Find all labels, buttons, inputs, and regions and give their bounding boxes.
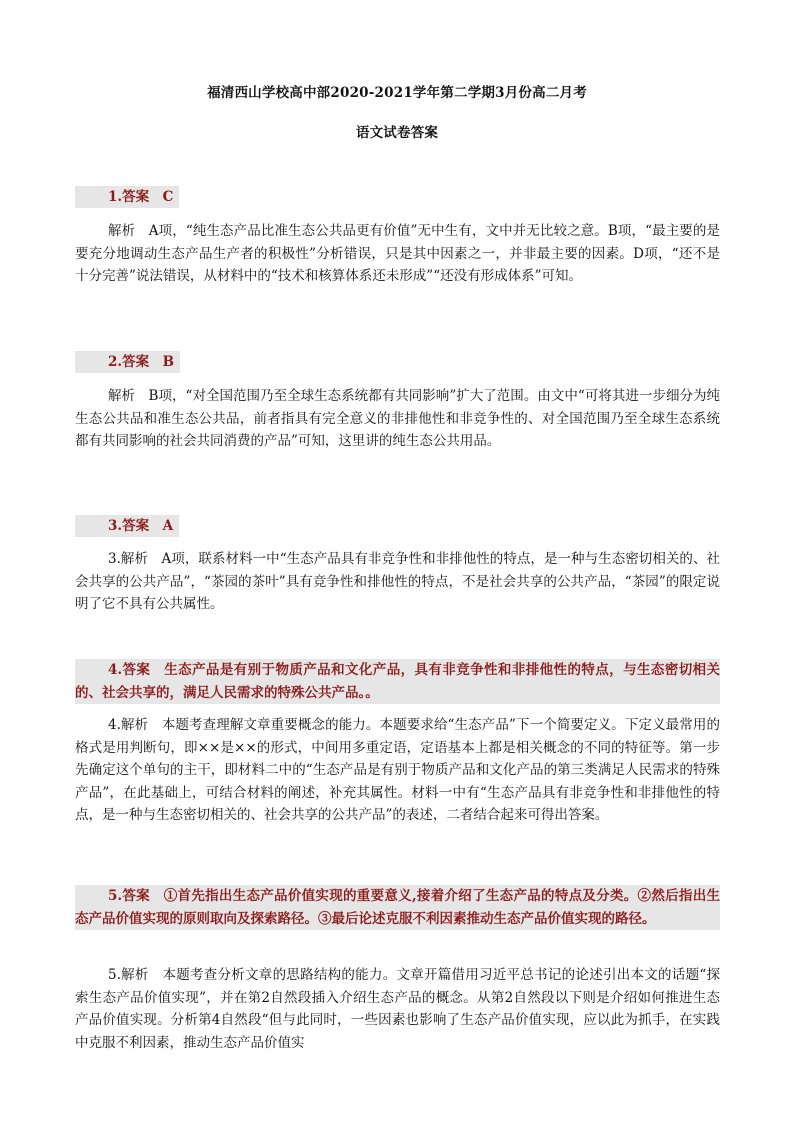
answer-item-2	[75, 351, 720, 373]
answer-item-4	[75, 659, 720, 704]
answer-heading: 1.答案 C	[75, 186, 179, 208]
analysis-item-5	[75, 964, 720, 1054]
analysis-item-3	[75, 548, 720, 616]
analysis-item-4	[75, 714, 720, 827]
analysis-text: 解析 A项，“纯生态产品比准生态公共品更有价值”无中生有，文中并无比较之意。B项，“最主要的是要充分地调动生态产品生产者的积极性”分析错误，只是其中因素之一，并非最主要的因素。D项，“还不是十分完善”说法错误，从材料中的“技术和核算体系还未形成”“还没有形成体系”可知。	[75, 223, 720, 285]
document-subtitle: 语文试卷答案	[355, 125, 439, 141]
analysis-text: 5.解析 本题考查分析文章的思路结构的能力。文章开篇借用习近平总书记的论述引出本文的话题“探索生态产品价值实现”，并在第2自然段插入介绍生态产品的概念。从第2自然段以下则是介绍如何推进生态产品价值实现。分析第4自然段“但与此同时，一些因素也影响了生态产品价值实现，应以此为抓手，在实践中克服不利因素，推动生态产品价值实	[75, 967, 720, 1051]
analysis-text: 4.解析 本题考查理解文章重要概念的能力。本题要求给“生态产品”下一个简要定义。下定义最常用的格式是用判断句，即××是××的形式，中间用多重定语，定语基本上都是相关概念的不同的特征等。第一步先确定这个单句的主干，即材料二中的“生态产品是有别于物质产品和文化产品的第三类满足人民需求的特殊产品”，在此基础上，可结合材料的阐述，补充其属性。材料一中有“生态产品具有非竞争性和非排他性的特点，是一种与生态密切相关的、社会共享的公共产品”的表述，二者结合起来可得出答案。	[75, 717, 720, 824]
answer-heading: 4.答案 生态产品是有别于物质产品和文化产品，具有非竞争性和非排他性的特点，与生态密切相关的、社会共享的，满足人民需求的特殊公共产品。。	[75, 659, 720, 704]
analysis-item-1	[75, 220, 720, 288]
answer-heading: 3.答案 A	[75, 515, 179, 537]
analysis-text: 解析 B项，“对全国范围乃至全球生态系统都有共同影响”扩大了范围。由文中“可将其进一步细分为纯生态公共品和准生态公共品，前者指具有完全意义的非排他性和非竞争性的、对全国范围乃至全球生态系统都有共同影响的社会共同消费的产品”可知，这里讲的纯生态公共用品。	[75, 388, 720, 450]
answer-item-3	[75, 515, 720, 537]
analysis-item-2	[75, 385, 720, 453]
answer-heading: 2.答案 B	[75, 351, 180, 373]
answer-item-5	[75, 885, 720, 930]
answer-item-1	[75, 186, 720, 208]
document-title: 福清西山学校高中部2020-2021学年第二学期3月份高二月考	[207, 85, 587, 101]
analysis-text: 3.解析 A项，联系材料一中“生态产品具有非竞争性和非排他性的特点，是一种与生态密切相关的、社会共享的公共产品”，“茶园的茶叶”具有竞争性和排他性的特点，不是社会共享的公共产品，“茶园”的限定说明了它不具有公共属性。	[75, 551, 720, 613]
answer-heading: 5.答案 ①首先指出生态产品价值实现的重要意义,接着介绍了生态产品的特点及分类。②然后指出生态产品价值实现的原则取向及探索路径。③最后论述克服不利因素推动生态产品价值实现的路径。	[75, 885, 720, 930]
